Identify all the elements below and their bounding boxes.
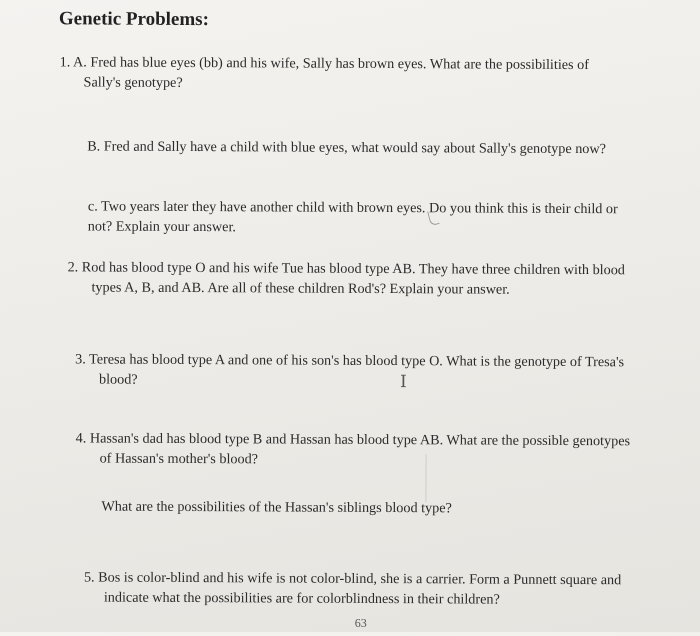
question-1a-line-1: 1. A. Fred has blue eyes (bb) and his wife, Sally has brown eyes. What are the possibilities of <box>59 54 590 74</box>
question-1c-line-2: not? Explain your answer. <box>87 218 237 236</box>
question-4b <box>101 497 452 519</box>
faint-pencil-line <box>425 454 426 502</box>
question-1c-line-1: c. Two years later they have another child with brown eyes. Do you think this is their child or <box>87 198 618 218</box>
question-2-line-1: 2. Rod has blood type O and his wife Tue has blood type AB. They have three children with blood <box>67 259 625 279</box>
question-1b <box>87 136 606 159</box>
question-4b-line-1: What are the possibilities of the Hassan's siblings blood type? <box>101 498 452 517</box>
question-3-line-2: blood? <box>98 371 138 388</box>
page-title: Genetic Problems: <box>58 8 209 31</box>
question-1c <box>88 196 618 239</box>
question-1a <box>60 52 589 95</box>
question-2 <box>67 257 625 300</box>
question-5 <box>84 567 621 610</box>
question-1b-line-1: B. Fred and Sally have a child with blue eyes, what would say about Sally's genotype now? <box>87 138 607 158</box>
text-cursor-icon: I <box>399 372 407 393</box>
question-5-line-1: 5. Bos is color-blind and his wife is not color-blind, she is a carrier. Form a Punnett square and <box>83 569 622 589</box>
question-2-line-2: types A, B, and AB. Are all of these children Rod's? Explain your answer. <box>91 279 510 298</box>
question-4 <box>76 428 631 471</box>
question-4-line-1: 4. Hassan's dad has blood type B and Hassan has blood type AB. What are the possible genotypes <box>75 430 631 450</box>
question-4-line-2: of Hassan's mother's blood? <box>99 450 259 468</box>
page-number: 63 <box>354 615 367 630</box>
question-5-line-2: indicate what the possibilities are for colorblindness in their children? <box>103 589 500 608</box>
question-3 <box>75 349 624 392</box>
question-3-line-1: 3. Teresa has blood type A and one of his son's has blood type O. What is the genotype of Tresa's <box>75 351 625 371</box>
question-1a-line-2: Sally's genotype? <box>83 74 183 91</box>
